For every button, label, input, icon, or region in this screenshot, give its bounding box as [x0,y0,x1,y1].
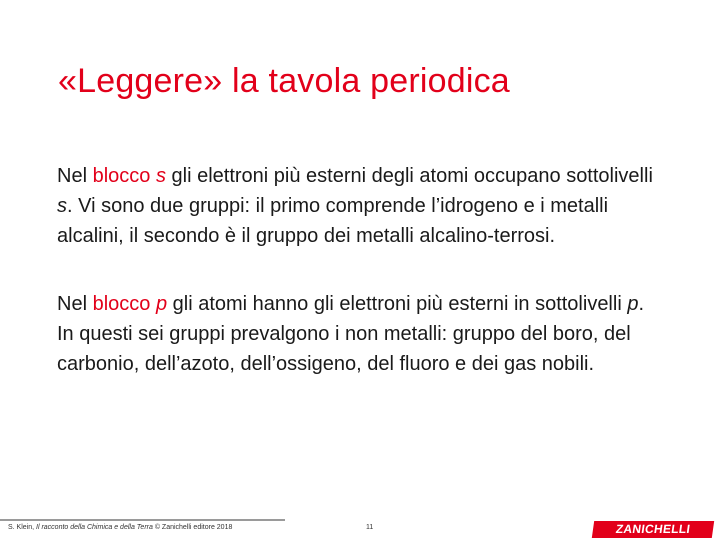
footer-author: S. Klein, [8,524,37,531]
footer-divider [0,519,285,521]
paragraph-s-block [57,161,657,251]
text-segment: . In questi sei gruppi prevalgono i non metalli: gruppo del boro, del carbonio, dell’azoto, dell’ossigeno, del fluoro e dei gas nobili. [57,293,645,375]
highlight-term: blocco [92,293,156,315]
slide-title: «Leggere» la tavola periodica [58,62,510,100]
paragraph-p-block [57,289,657,379]
footer-credit [8,524,232,531]
text-segment: gli atomi hanno gli elettroni più esterni in sottolivelli [167,293,628,315]
publisher-logo: ZANICHELLI [592,521,714,538]
footer-copyright: © Zanichelli editore 2018 [152,524,233,531]
text-segment: Nel [57,165,93,187]
italic-letter: p [627,293,639,315]
text-segment: gli elettroni più esterni degli atomi occupano sottolivelli [165,165,653,187]
footer [0,518,720,540]
highlight-term-letter: s [155,165,166,187]
page-number: 11 [366,524,374,531]
highlight-term-letter: p [155,293,168,315]
text-segment: . Vi sono due gruppi: il primo comprende l’idrogeno e i metalli alcalini, il secondo è il gruppo dei metalli alcalino-terrosi. [57,195,609,247]
highlight-term: blocco [92,165,156,187]
footer-book-title: Il racconto della Chimica e della Terra [36,524,153,531]
italic-letter: s [57,195,67,217]
text-segment: Nel [57,293,93,315]
